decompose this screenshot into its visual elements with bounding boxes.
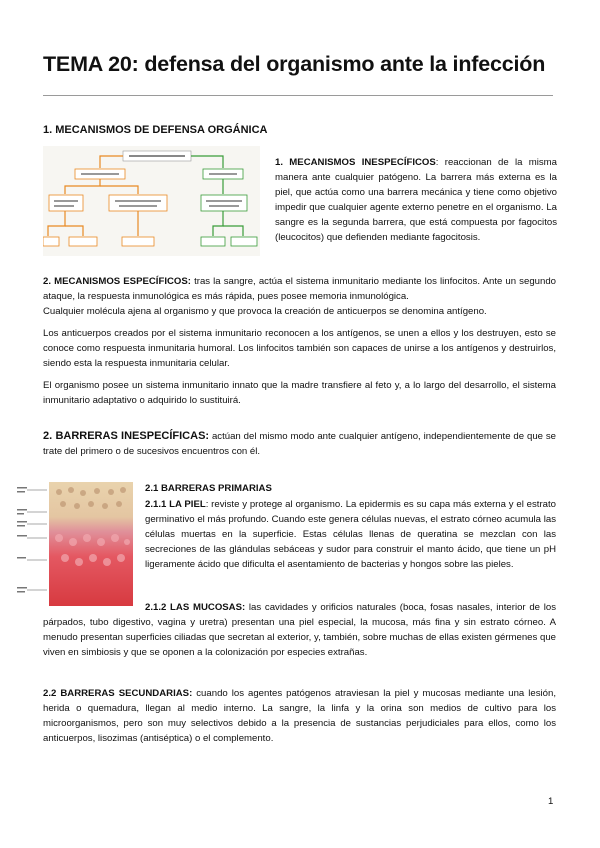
section-1-heading: 1. MECANISMOS DE DEFENSA ORGÁNICA [43,124,268,136]
page-title: TEMA 20: defensa del organismo ante la infección [43,52,546,76]
paragraph-mucosas: 2.1.2 LAS MUCOSAS: las cavidades y orificios naturales (boca, fosas nasales, interior de los párpados, tubo digestivo, vagina y uretra) presentan una piel especial, la mucosa, más fina y sin estrato córneo. A menudo presentan superficies ciliadas que secretan al exterior, y, también, sobre muchas de ellas existen gérmenes que viven en simbiosis y que se oponen a la colonización por especies extrañas. [43,602,556,658]
paragraph-secundarias: 2.2 BARRERAS SECUNDARIAS: cuando los agentes patógenos atraviesan la piel y mucosas mediante una lesión, herida o quemadura, llegan al medio interno. La sangre, la linfa y la orina son medios de cultivo para los microorganismos, pero son muy selectivos debido a la presencia de sustancias perjudiciales para ellos, como los anticuerpos, lisozimas (antiséptica) o el complemento. [43,688,557,744]
paragraph-piel-part1: 2.1.1 LA PIEL: reviste y protege al organismo. La epidermis es su capa más externa y el estrato germinativo el más profundo. Cuando este genera células nuevas, el estrato córneo acumula las células muertas en la superficie. Estas células llenas de queratina se mezclan con las secreciones de las glándulas sebáceas y sudor para construir el manto ácido, que tiene un pH ligeramente ácido que dificulta el asentamiento de bacterias y hongos sobre las pieles. [145,499,556,570]
paragraph-innato: El organismo posee un sistema inmunitario innato que la madre transfiere al feto y, a lo largo del desarrollo, el sistema inmunitario adaptativo o adquirido lo sustituirá. [43,380,556,406]
skin-layers-illustration [13,480,133,608]
paragraph-especificos: 2. MECANISMOS ESPECÍFICOS: tras la sangre, actúa el sistema inmunitario mediante los linfocitos. Ante un segundo ataque, la respuesta inmunológica es más rápida, pues posee memoria inmunológica. [43,276,556,302]
defense-mechanisms-diagram [43,146,260,256]
paragraph-inespecificos: 1. MECANISMOS INESPECÍFICOS: reaccionan de la misma manera ante cualquier patógeno. La barrera más externa es la piel, que actúa como una barrera mecánica y tiene como objetivo impedir que cualquier agente externo penetre en el organismo. La sangre es la segunda barrera, que está compuesta por fagocitos (leucocitos) que defienden mediante fagocitosis. [275,157,557,243]
paragraph-anticuerpos: Los anticuerpos creados por el sistema inmunitario reconocen a los antígenos, se unen a ellos y los destruyen, esto se conoce como respuesta inmunitaria humoral. Los linfocitos también son capaces de unirse a los antígenos y destruirlos, siendo esta la respuesta inmunitaria celular. [43,328,556,369]
section-2-heading: 2. BARRERAS INESPECÍFICAS: actúan del mismo modo ante cualquier antígeno, independientemente de que se trate del primero o de sucesivos encuentros con él. [43,430,557,457]
paragraph-antigeno: Cualquier molécula ajena al organismo y que provoca la creación de anticuerpos se denomina antígeno. [43,306,487,317]
heading-barreras-primarias: 2.1 BARRERAS PRIMARIAS [145,483,272,494]
title-divider [43,95,553,96]
page-number: 1 [548,796,554,807]
